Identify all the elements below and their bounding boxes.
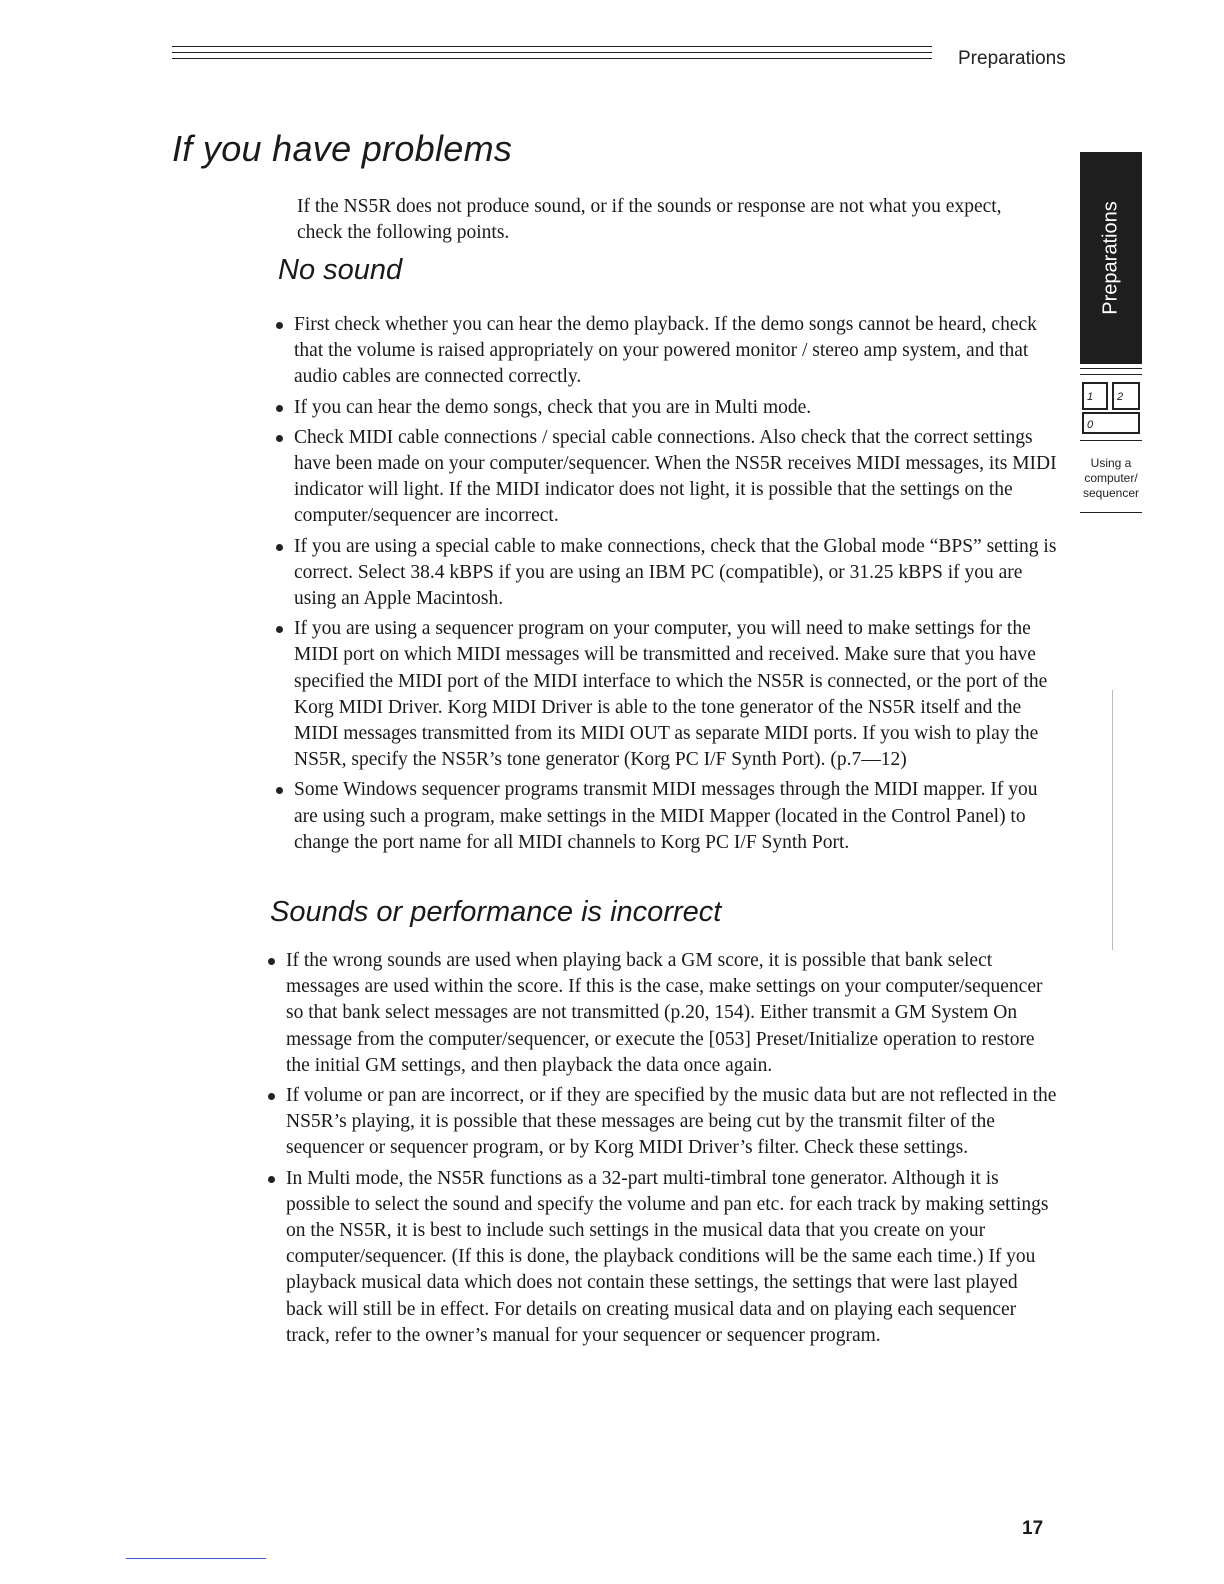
no-sound-list [276,312,1066,860]
intro-paragraph: If the NS5R does not produce sound, or if the sounds or response are not what you expect, check the following points. [297,196,1002,243]
key-box-2: 2 [1112,382,1140,410]
side-tab-preparations [1080,152,1142,364]
list-item: If you are using a sequencer program on your computer, you will need to make settings for the MIDI port on which MIDI messages will be transmitted and received. Make sure that you have specified the MIDI port of the MIDI interface to which the NS5R is connected, or the port of the Korg MIDI Driver. Korg MIDI Driver is able to the tone generator of the NS5R itself and the MIDI messages transmitted from its MIDI OUT as separate MIDI ports. If you wish to play the NS5R, specify the NS5R’s tone generator (Korg PC I/F Synth Port). (p.7—12) [276,616,1066,773]
side-tab-rule [1080,374,1142,375]
running-header: Preparations [958,48,1066,69]
list-item: If you can hear the demo songs, check that you are in Multi mode. [276,395,1066,421]
sounds-incorrect-list [268,948,1058,1353]
list-item: If you are using a special cable to make connections, check that the Global mode “BPS” setting is correct. Select 38.4 kBPS if you are using an IBM PC (compatible), or 31.25 kBPS if you are using an Apple Macintosh. [276,534,1066,613]
list-item: Some Windows sequencer programs transmit MIDI messages through the MIDI mapper. If you are using such a program, make settings in the MIDI Mapper (located in the Control Panel) to change the port name for all MIDI channels to Korg PC I/F Synth Port. [276,777,1066,856]
side-tab-label: Preparations [1099,201,1122,315]
key-box-0: 0 [1082,412,1140,434]
page-title: If you have problems [172,128,513,169]
key-box-1: 1 [1082,382,1108,410]
page-number: 17 [1022,1518,1044,1539]
list-item: If the wrong sounds are used when playing back a GM score, it is possible that bank select messages are used within the score. If this is the case, make settings on your computer/sequencer so that bank select messages are not transmitted (p.20, 154). Either transmit a GM System On message from the computer/sequencer, or execute the [053] Preset/Initialize operation to restore the initial GM settings, and then playback the data once again. [268,948,1058,1079]
footer-line [126,1558,266,1559]
section-heading-no-sound: No sound [278,254,403,286]
side-tab-rule [1080,440,1142,441]
list-item: If volume or pan are incorrect, or if they are specified by the music data but are not reflected in the NS5R’s playing, it is possible that these messages are being cut by the transmit filter of the sequencer or sequencer program, or by Korg MIDI Driver’s filter. Check these settings. [268,1083,1058,1162]
list-item: First check whether you can hear the demo playback. If the demo songs cannot be heard, check that the volume is raised appropriately on your powered monitor / stereo amp system, and that audio cables are connected correctly. [276,312,1066,391]
header-rules [172,44,932,66]
side-caption [1080,456,1142,501]
list-item: Check MIDI cable connections / special cable connections. Also check that the correct settings have been made on your computer/sequencer. When the NS5R receives MIDI messages, its MIDI indicator will light. If the MIDI indicator does not light, it is possible that the settings on the computer/sequencer are incorrect. [276,425,1066,530]
section-heading-sounds-incorrect: Sounds or performance is incorrect [270,896,722,928]
side-caption-line: Using a [1090,456,1132,470]
side-caption-line: sequencer [1082,486,1140,500]
margin-line [1112,690,1113,950]
side-caption-rule [1080,512,1142,513]
list-item: In Multi mode, the NS5R functions as a 32-part multi-timbral tone generator. Although it is possible to select the sound and specify the volume and pan etc. for each track by making settings on the NS5R, it is best to include such settings in the musical data that you create on your computer/sequencer. (If this is done, the playback conditions will be the same each time.) If you playback musical data which does not contain these settings, the settings that were last played back will still be in effect. For details on creating musical data and on playing each sequencer track, refer to the owner’s manual for your sequencer or sequencer program. [268,1166,1058,1349]
side-tab-rule [1080,368,1142,369]
side-caption-line: computer/ [1084,471,1138,485]
